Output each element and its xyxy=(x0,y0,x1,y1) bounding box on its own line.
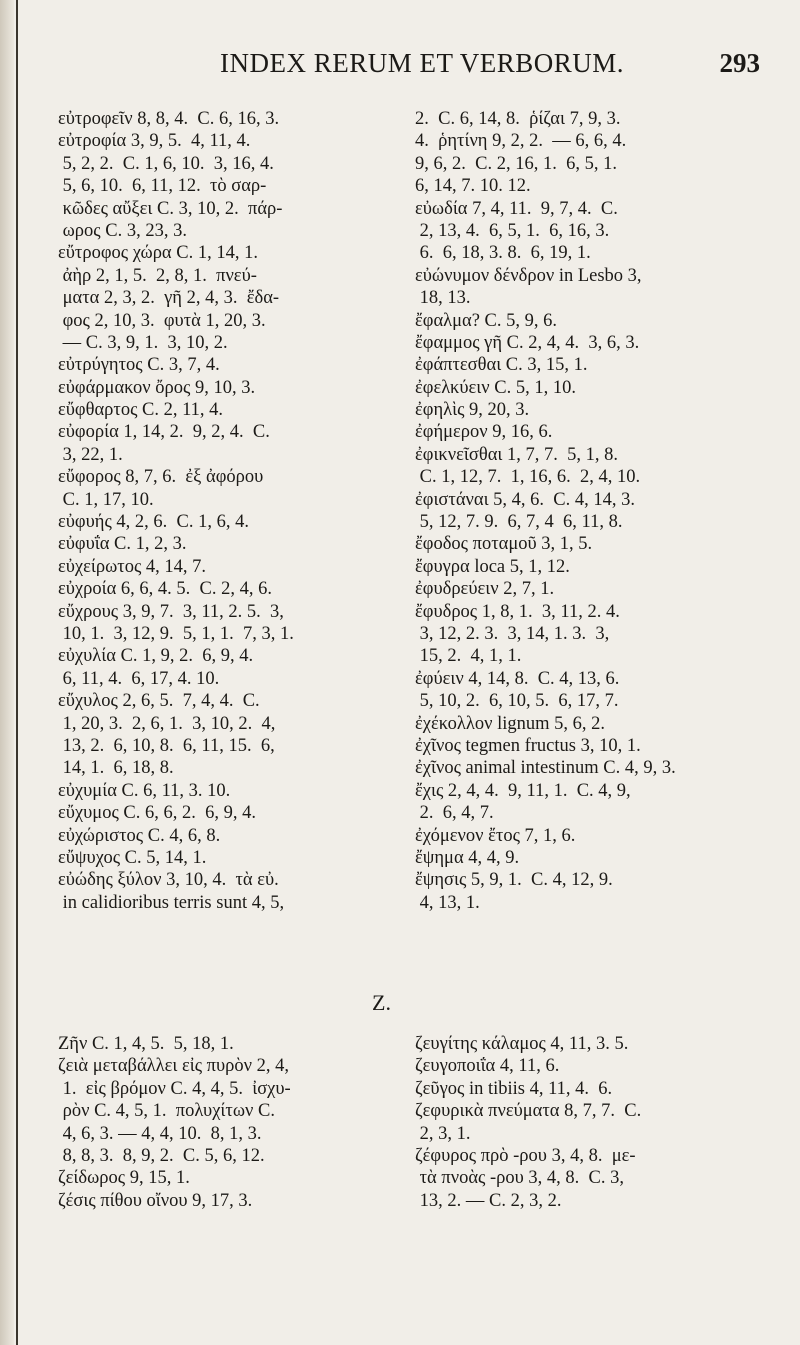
index-entry-line: — C. 3, 9, 1. 3, 10, 2. xyxy=(58,332,228,353)
index-entry-line: ωρος C. 3, 23, 3. xyxy=(58,220,187,241)
index-entry-line: 2, 13, 4. 6, 5, 1. 6, 16, 3. xyxy=(415,220,610,241)
index-entry-line: εὔχρους 3, 9, 7. 3, 11, 2. 5. 3, xyxy=(58,601,284,622)
index-entry-line: εὐχείρωτος 4, 14, 7. xyxy=(58,556,207,577)
index-entry-line: ἐφηλὶς 9, 20, 3. xyxy=(415,400,530,421)
index-entry-line: C. 1, 17, 10. xyxy=(58,489,154,510)
index-entry-line: 5, 6, 10. 6, 11, 12. τὸ σαρ- xyxy=(58,176,267,197)
index-entry-line: 5, 2, 2. C. 1, 6, 10. 3, 16, 4. xyxy=(58,153,274,174)
index-column-z-left xyxy=(58,1033,388,1212)
index-entry-line: 4. ῥητίνη 9, 2, 2. — 6, 6, 4. xyxy=(415,131,627,152)
index-entry-line: ἔφαλμα? C. 5, 9, 6. xyxy=(415,310,558,331)
index-entry-line: 5, 10, 2. 6, 10, 5. 6, 17, 7. xyxy=(415,691,619,712)
index-entry-line: 18, 13. xyxy=(415,288,471,309)
index-entry-line: ἐφικνεῖσθαι 1, 7, 7. 5, 1, 8. xyxy=(415,444,618,465)
index-entry-line: ἐχῖνος tegmen fructus 3, 10, 1. xyxy=(415,735,641,756)
index-entry-line: ἐχόμενον ἔτος 7, 1, 6. xyxy=(415,825,576,846)
index-entry-line: εὐφάρμακον ὄρος 9, 10, 3. xyxy=(58,377,256,398)
index-column-left xyxy=(58,108,388,914)
page-header-title: INDEX RERUM ET VERBORUM. xyxy=(220,48,625,78)
index-entry-line: εὐώδης ξύλον 3, 10, 4. τὰ εὐ. xyxy=(58,870,279,891)
index-entry-line: ἔψησις 5, 9, 1. C. 4, 12, 9. xyxy=(415,870,613,891)
index-entry-line: 13, 2. 6, 10, 8. 6, 11, 15. 6, xyxy=(58,735,275,756)
index-entry-line: 6, 14, 7. 10. 12. xyxy=(415,176,531,197)
index-entry-line: 9, 6, 2. C. 2, 16, 1. 6, 5, 1. xyxy=(415,153,617,174)
index-entry-line: 13, 2. — C. 2, 3, 2. xyxy=(415,1190,562,1211)
index-entry-line: ζέσις πίθου οἴνου 9, 17, 3. xyxy=(58,1190,253,1211)
index-entry-line: εὐχροία 6, 6, 4. 5. C. 2, 4, 6. xyxy=(58,579,273,600)
index-entry-line: εὔψυχος C. 5, 14, 1. xyxy=(58,847,207,868)
gutter-edge-line xyxy=(16,0,18,1345)
index-entry-line: ματα 2, 3, 2. γῆ 2, 4, 3. ἔδα- xyxy=(58,288,280,309)
index-entry-line: ρὸν C. 4, 5, 1. πολυχίτων C. xyxy=(58,1101,275,1122)
index-entry-line: Ζῆν C. 1, 4, 5. 5, 18, 1. xyxy=(58,1034,234,1054)
index-entry-line: εὐχυμία C. 6, 11, 3. 10. xyxy=(58,780,231,801)
index-entry-line: εὔχυλος 2, 6, 5. 7, 4, 4. C. xyxy=(58,691,260,712)
index-entry-line: 3, 22, 1. xyxy=(58,444,123,465)
index-entry-line: 4, 6, 3. — 4, 4, 10. 8, 1, 3. xyxy=(58,1123,262,1144)
index-entry-line: ἐφιστάναι 5, 4, 6. C. 4, 14, 3. xyxy=(415,489,636,510)
index-entry-line: ἐφάπτεσθαι C. 3, 15, 1. xyxy=(415,355,588,376)
index-entry-line: 8, 8, 3. 8, 9, 2. C. 5, 6, 12. xyxy=(58,1145,265,1166)
index-entry-line: ζεῦγος in tibiis 4, 11, 4. 6. xyxy=(415,1078,613,1099)
index-entry-line: ἔφυγρα loca 5, 1, 12. xyxy=(415,556,570,577)
index-entry-line: ζευγοποιΐα 4, 11, 6. xyxy=(415,1056,560,1077)
index-entry-line: 1. εἰς βρόμον C. 4, 4, 5. ἰσχυ- xyxy=(58,1078,291,1099)
index-entry-line: εὔφορος 8, 7, 6. ἐξ ἀφόρου xyxy=(58,467,264,488)
index-entry-line: ἐφυδρεύειν 2, 7, 1. xyxy=(415,579,555,600)
index-entry-line: 15, 2. 4, 1, 1. xyxy=(415,646,522,667)
index-entry-line: 3, 12, 2. 3. 3, 14, 1. 3. 3, xyxy=(415,623,610,644)
index-entry-line: εὐωδία 7, 4, 11. 9, 7, 4. C. xyxy=(415,198,618,219)
index-entry-line: 6. 6, 18, 3. 8. 6, 19, 1. xyxy=(415,243,591,264)
index-entry-line: ζευγίτης κάλαμος 4, 11, 3. 5. xyxy=(415,1034,629,1054)
index-entry-line: ἐχῖνος animal intestinum C. 4, 9, 3. xyxy=(415,758,676,779)
index-entry-line: 2, 3, 1. xyxy=(415,1123,471,1144)
index-entry-line: ζείδωρος 9, 15, 1. xyxy=(58,1168,190,1189)
index-entry-line: 2. 6, 4, 7. xyxy=(415,803,494,824)
index-entry-line: ἔφοδος ποταμοῦ 3, 1, 5. xyxy=(415,534,593,555)
index-entry-line: 1, 20, 3. 2, 6, 1. 3, 10, 2. 4, xyxy=(58,713,276,734)
index-entry-line: εὐχώριστος C. 4, 6, 8. xyxy=(58,825,221,846)
index-entry-line: τὰ πνοὰς -ρου 3, 4, 8. C. 3, xyxy=(415,1168,624,1189)
index-entry-line: εὐτρύγητος C. 3, 7, 4. xyxy=(58,355,220,376)
index-entry-line: ζεφυρικὰ πνεύματα 8, 7, 7. C. xyxy=(415,1101,642,1122)
index-column-z-right xyxy=(415,1033,745,1212)
index-entry-line: ἔφαμμος γῆ C. 2, 4, 4. 3, 6, 3. xyxy=(415,332,640,353)
index-entry-line: εὐφορία 1, 14, 2. 9, 2, 4. C. xyxy=(58,422,270,443)
index-entry-line: ἔψημα 4, 4, 9. xyxy=(415,847,520,868)
index-entry-line: 6, 11, 4. 6, 17, 4. 10. xyxy=(58,668,220,689)
index-entry-line: εὔτροφος χώρα C. 1, 14, 1. xyxy=(58,243,258,264)
section-letter-z: Z. xyxy=(372,990,391,1015)
running-header xyxy=(60,48,760,88)
index-entry-line: φος 2, 10, 3. φυτὰ 1, 20, 3. xyxy=(58,310,266,331)
index-entry-line: εὐφυής 4, 2, 6. C. 1, 6, 4. xyxy=(58,512,249,533)
index-entry-line: εὐφυΐα C. 1, 2, 3. xyxy=(58,534,187,555)
index-entry-line: 4, 13, 1. xyxy=(415,892,480,913)
index-entry-line: ἐφύειν 4, 14, 8. C. 4, 13, 6. xyxy=(415,668,620,689)
index-entry-line: εὐχυλία C. 1, 9, 2. 6, 9, 4. xyxy=(58,646,254,667)
index-entry-line: C. 1, 12, 7. 1, 16, 6. 2, 4, 10. xyxy=(415,467,641,488)
index-entry-line: εὔχυμος C. 6, 6, 2. 6, 9, 4. xyxy=(58,803,257,824)
index-entry-line: ἀὴρ 2, 1, 5. 2, 8, 1. πνεύ- xyxy=(58,265,257,286)
index-entry-line: 14, 1. 6, 18, 8. xyxy=(58,758,174,779)
index-entry-line: ζειὰ μεταβάλλει εἰς πυρὸν 2, 4, xyxy=(58,1056,289,1077)
index-entry-line: ἐφελκύειν C. 5, 1, 10. xyxy=(415,377,576,398)
index-entry-line: in calidioribus terris sunt 4, 5, xyxy=(58,892,285,913)
index-entry-line: 5, 12, 7. 9. 6, 7, 4 6, 11, 8. xyxy=(415,512,623,533)
page-number: 293 xyxy=(719,48,760,78)
index-entry-line: 10, 1. 3, 12, 9. 5, 1, 1. 7, 3, 1. xyxy=(58,623,294,644)
index-entry-line: ἔχις 2, 4, 4. 9, 11, 1. C. 4, 9, xyxy=(415,780,631,801)
index-entry-line: 2. C. 6, 14, 8. ῥίζαι 7, 9, 3. xyxy=(415,109,621,129)
index-entry-line: εὐτροφεῖν 8, 8, 4. C. 6, 16, 3. xyxy=(58,109,280,129)
index-entry-line: κῶδες αὔξει C. 3, 10, 2. πάρ- xyxy=(58,198,283,219)
index-entry-line: ἐχέκολλον lignum 5, 6, 2. xyxy=(415,713,606,734)
index-entry-line: ἐφήμερον 9, 16, 6. xyxy=(415,422,553,443)
index-entry-line: εὐτροφία 3, 9, 5. 4, 11, 4. xyxy=(58,131,251,152)
index-entry-line: ἔφυδρος 1, 8, 1. 3, 11, 2. 4. xyxy=(415,601,620,622)
index-entry-line: ζέφυρος πρὸ -ρου 3, 4, 8. με- xyxy=(415,1145,636,1166)
index-column-right xyxy=(415,108,745,914)
book-gutter xyxy=(0,0,14,1345)
index-entry-line: εὐώνυμον δένδρον in Lesbo 3, xyxy=(415,265,642,286)
index-entry-line: εὔφθαρτος C. 2, 11, 4. xyxy=(58,400,224,421)
